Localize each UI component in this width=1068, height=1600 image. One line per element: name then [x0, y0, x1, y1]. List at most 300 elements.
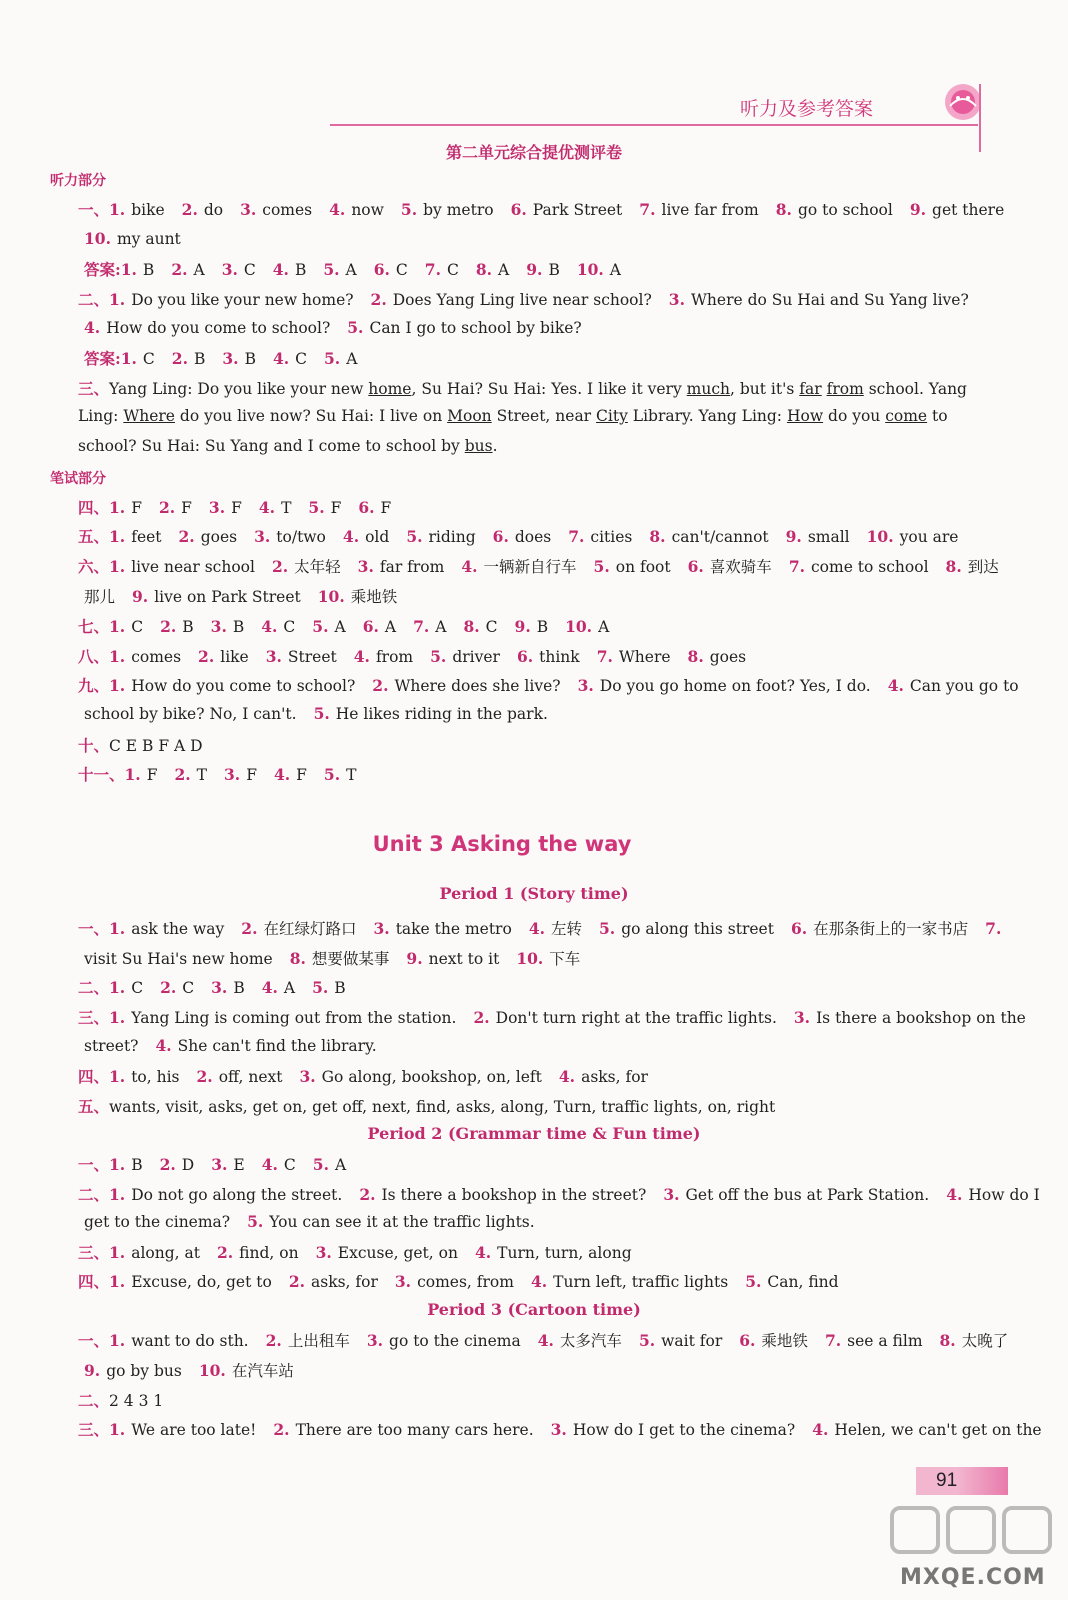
- answer-item: [401, 201, 494, 219]
- answer-item: [198, 648, 249, 666]
- answer-item: [125, 766, 158, 784]
- dialogue-text: do you live now? Su Hai: I live on: [174, 407, 448, 425]
- item-number: 5.: [313, 704, 330, 723]
- section-marker: 三、: [78, 1420, 110, 1439]
- answer-line: [84, 318, 599, 337]
- item-text: like: [220, 648, 249, 666]
- item-number: 4.: [887, 676, 904, 695]
- item-number: 1.: [109, 1185, 126, 1204]
- answer-item: [109, 201, 165, 219]
- item-text: A: [598, 618, 610, 636]
- item-number: 8.: [945, 557, 962, 576]
- answer-line: [78, 555, 1016, 577]
- answer-item: [461, 558, 576, 576]
- item-number: 7.: [639, 200, 656, 219]
- answer-item: [262, 979, 295, 997]
- item-text: A: [334, 1156, 347, 1174]
- answer-line: [84, 585, 414, 607]
- item-text: B: [334, 979, 346, 997]
- item-number: 5.: [593, 557, 610, 576]
- item-text: A: [498, 261, 510, 279]
- answer-item: [867, 528, 959, 546]
- item-number: 2.: [160, 978, 177, 997]
- answer-text: street?: [84, 1037, 139, 1055]
- item-number: 4.: [530, 1272, 548, 1291]
- item-number: 6.: [373, 260, 390, 279]
- answer-line: [78, 496, 408, 518]
- item-text: C: [395, 261, 408, 279]
- item-number: 5.: [745, 1272, 762, 1291]
- answer-item: [688, 558, 772, 576]
- item-number: 3.: [394, 1272, 412, 1291]
- answer-item: [109, 1009, 456, 1027]
- item-number: 2.: [178, 527, 195, 546]
- item-number: 10.: [198, 1361, 226, 1380]
- item-number: 2.: [198, 647, 215, 666]
- item-text: go to school: [797, 201, 893, 219]
- answer-item: [199, 1362, 294, 1380]
- answer-line: [78, 763, 373, 785]
- item-text: now: [351, 201, 384, 219]
- item-text: see a film: [847, 1332, 923, 1350]
- item-number: 4.: [537, 1331, 554, 1350]
- section-marker: 六、: [78, 557, 110, 576]
- answer-item: [266, 1332, 350, 1350]
- item-text: 在汽车站: [231, 1362, 294, 1380]
- answer-item: [132, 588, 301, 606]
- answer-item: [430, 648, 500, 666]
- item-number: 3.: [222, 349, 239, 368]
- answer-item: [217, 1244, 299, 1262]
- item-number: 6.: [687, 557, 704, 576]
- answer-item: [261, 618, 295, 636]
- dialogue-text: Library. Yang Ling:: [627, 407, 787, 425]
- answer-item: [197, 1068, 283, 1086]
- item-text: How do I: [968, 1186, 1040, 1204]
- answer-line: [78, 1389, 163, 1411]
- answer-item: [171, 261, 204, 279]
- header-rule: [330, 124, 978, 126]
- answer-item: [273, 261, 307, 279]
- item-number: 7.: [568, 527, 585, 546]
- item-number: 1.: [120, 349, 137, 368]
- section-marker: 五、: [78, 1097, 110, 1116]
- item-text: A: [334, 618, 346, 636]
- section-marker: 七、: [78, 617, 110, 636]
- answer-line: [78, 645, 763, 667]
- item-text: F: [146, 766, 158, 784]
- answer-item: [476, 261, 509, 279]
- item-number: 1.: [109, 919, 126, 938]
- answer-item: [262, 1156, 296, 1174]
- item-text: live far from: [661, 201, 759, 219]
- answer-item: [597, 648, 671, 666]
- item-number: 8.: [687, 647, 704, 666]
- item-number: 2.: [473, 1008, 490, 1027]
- item-text: T: [196, 766, 207, 784]
- item-number: 3.: [211, 978, 228, 997]
- item-text: along, at: [131, 1244, 200, 1262]
- answer-item: [109, 1068, 180, 1086]
- item-number: 3.: [373, 919, 390, 938]
- answer-item: [374, 261, 408, 279]
- answer-item: [367, 1332, 521, 1350]
- item-text: come to school: [811, 558, 929, 576]
- answer-item: [155, 1037, 376, 1055]
- answer-line: [84, 704, 565, 723]
- answer-line: [78, 1241, 649, 1263]
- item-number: 3.: [668, 290, 685, 309]
- item-text: C: [283, 1156, 296, 1174]
- item-text: Don't turn right at the traffic lights.: [495, 1009, 777, 1027]
- blank-word: home: [368, 380, 412, 398]
- answer-item: [577, 261, 621, 279]
- item-number: 4.: [342, 527, 360, 546]
- answer-item: [160, 979, 194, 997]
- item-text: He likes riding in the park.: [335, 705, 548, 723]
- item-number: 2.: [271, 557, 289, 576]
- answer-item: [639, 201, 758, 219]
- item-number: 2.: [216, 1243, 234, 1262]
- period-title: Period 2 (Grammar time & Fun time): [367, 1124, 701, 1143]
- item-number: 4.: [558, 1067, 576, 1086]
- section-marker: 三、: [78, 379, 110, 398]
- answer-line: [84, 947, 597, 969]
- item-number: 2.: [171, 349, 188, 368]
- answer-item: [511, 201, 623, 219]
- answer-item: [182, 201, 223, 219]
- item-number: 4.: [461, 557, 478, 576]
- item-text: B: [232, 618, 245, 636]
- section-title: 第二单元综合提优测评卷: [445, 143, 622, 162]
- item-number: 7.: [413, 617, 430, 636]
- answer-item: [84, 950, 273, 968]
- item-number: 4.: [261, 1155, 278, 1174]
- item-number: 7.: [985, 919, 1002, 938]
- item-number: 4.: [273, 765, 291, 784]
- item-number: 1.: [109, 557, 126, 576]
- item-number: 6.: [516, 647, 534, 666]
- item-number: 3.: [224, 765, 241, 784]
- item-text: do: [203, 201, 224, 219]
- answer-item: [358, 558, 445, 576]
- item-text: go to the cinema: [389, 1332, 521, 1350]
- item-text: F: [181, 499, 192, 517]
- dialogue-line: [78, 407, 948, 425]
- item-text: B: [244, 350, 256, 368]
- answer-item: [109, 618, 143, 636]
- item-text: Get off the bus at Park Station.: [685, 1186, 930, 1204]
- answer-item: [109, 920, 224, 938]
- item-text: on foot: [615, 558, 671, 576]
- answer-line: [78, 734, 203, 756]
- item-number: 6.: [362, 617, 379, 636]
- item-text: Is there a bookshop on the: [816, 1009, 1026, 1027]
- answer-item: [599, 920, 774, 938]
- item-text: far from: [379, 558, 445, 576]
- item-number: 1.: [109, 498, 126, 517]
- answer-item: [515, 618, 549, 636]
- item-number: 4.: [474, 1243, 492, 1262]
- item-text: by metro: [423, 201, 494, 219]
- answer-line: [78, 1329, 1025, 1351]
- answer-item: [372, 677, 560, 695]
- answer-item: [266, 648, 337, 666]
- item-number: 2.: [158, 498, 176, 517]
- item-number: 5.: [599, 919, 616, 938]
- answer-item: [639, 1332, 722, 1350]
- blank-word: Moon: [447, 407, 492, 425]
- answer-item: [946, 558, 999, 576]
- section-marker: 一、: [78, 1155, 110, 1174]
- section-marker: 三、: [78, 1008, 110, 1027]
- answer-text: C E B F A D: [109, 737, 203, 755]
- answer-item: [312, 979, 346, 997]
- item-text: next to it: [428, 950, 500, 968]
- answer-item: [323, 261, 356, 279]
- item-number: 2.: [181, 200, 198, 219]
- item-text: B: [193, 350, 206, 368]
- item-number: 4.: [812, 1420, 829, 1439]
- item-text: Do not go along the street.: [131, 1186, 343, 1204]
- dialogue-text: Street, near: [491, 407, 597, 425]
- item-number: 2.: [241, 919, 258, 938]
- item-text: Yang Ling is coming out from the station.: [131, 1009, 457, 1027]
- answer-item: [84, 1362, 182, 1380]
- item-text: C: [295, 350, 308, 368]
- answer-item: [789, 558, 929, 576]
- answer-item: [463, 618, 497, 636]
- item-number: 3.: [254, 527, 271, 546]
- answer-item: [254, 528, 326, 546]
- answer-line: [78, 1418, 1059, 1440]
- section-marker: 九、: [78, 676, 110, 695]
- item-number: 9.: [406, 949, 423, 968]
- answer-item: [343, 528, 389, 546]
- item-number: 6.: [739, 1331, 756, 1350]
- answer-item: [794, 1009, 1026, 1027]
- item-number: 1.: [109, 1243, 126, 1262]
- item-text: Does Yang Ling live near school?: [392, 291, 652, 309]
- item-number: 1.: [109, 1331, 126, 1350]
- item-number: 2.: [160, 617, 177, 636]
- item-text: B: [536, 618, 549, 636]
- blank-word: from: [826, 380, 864, 398]
- header-title: 听力及参考答案: [740, 98, 874, 120]
- item-number: 1.: [109, 1008, 126, 1027]
- answer-item: [273, 350, 307, 368]
- answer-item: [776, 201, 893, 219]
- item-text: E: [233, 1156, 245, 1174]
- item-text: Street: [287, 648, 337, 666]
- item-text: 在红绿灯路口: [263, 920, 357, 938]
- item-text: B: [233, 979, 245, 997]
- answer-item: [121, 350, 155, 368]
- answer-item: [517, 648, 580, 666]
- item-number: 2.: [370, 290, 387, 309]
- answer-item: [946, 1186, 1040, 1204]
- item-text: think: [539, 648, 580, 666]
- item-text: C: [243, 261, 256, 279]
- item-text: F: [296, 766, 307, 784]
- blank-word: far: [799, 380, 822, 398]
- dialogue-text: .: [492, 437, 498, 455]
- item-text: Go along, bookshop, on, left: [321, 1068, 542, 1086]
- answer-item: [473, 1009, 776, 1027]
- item-text: B: [548, 261, 560, 279]
- section-marker: 八、: [78, 647, 110, 666]
- answer-item: [222, 350, 256, 368]
- item-text: F: [380, 499, 392, 517]
- answer-line: [78, 1183, 1057, 1205]
- item-number: 1.: [109, 1067, 126, 1086]
- answer-line: [78, 1065, 665, 1087]
- item-text: F: [131, 499, 142, 517]
- blank-word: bus: [464, 437, 493, 455]
- answer-item: [324, 350, 357, 368]
- answer-line: [78, 1270, 856, 1292]
- item-text: asks, for: [581, 1068, 648, 1086]
- item-text: bike: [131, 201, 165, 219]
- item-text: 乘地铁: [350, 588, 398, 606]
- listening-label: 听力部分: [50, 173, 106, 189]
- item-number: 2.: [171, 260, 188, 279]
- item-number: 9.: [785, 527, 802, 546]
- item-text: Can you go to: [909, 677, 1019, 695]
- item-text: C: [283, 618, 296, 636]
- item-number: 3.: [210, 617, 227, 636]
- item-text: C: [182, 979, 195, 997]
- item-text: my aunt: [116, 230, 181, 248]
- item-number: 8.: [463, 617, 480, 636]
- answer-item: [313, 1156, 346, 1174]
- item-number: 5.: [312, 978, 329, 997]
- item-number: 5.: [638, 1331, 656, 1350]
- answer-item: [318, 588, 397, 606]
- answer-line: [78, 1095, 775, 1117]
- answer-item: [475, 1244, 632, 1262]
- dialogue-text: , but it's: [730, 380, 800, 398]
- answer-item: [289, 1273, 378, 1291]
- item-number: 9.: [526, 260, 543, 279]
- item-text: off, next: [218, 1068, 283, 1086]
- answer-item: [516, 950, 580, 968]
- item-number: 10.: [317, 587, 345, 606]
- answer-item: [529, 920, 582, 938]
- answer-text: wants, visit, asks, get on, get off, next, find, asks, along, Turn, traffic lights, on, right: [109, 1098, 776, 1116]
- item-text: can't/cannot: [671, 528, 769, 546]
- answer-item: [240, 201, 312, 219]
- item-number: 5.: [312, 1155, 329, 1174]
- item-text: old: [365, 528, 390, 546]
- item-text: riding: [428, 528, 476, 546]
- answer-item: [406, 950, 499, 968]
- item-number: 3.: [211, 1155, 228, 1174]
- answer-item: [663, 1186, 929, 1204]
- answer-item: [224, 766, 257, 784]
- item-text: Turn left, traffic lights: [553, 1273, 729, 1291]
- item-text: There are too many cars here.: [295, 1421, 534, 1439]
- answer-item: [259, 499, 292, 517]
- answer-text: 2 4 3 1: [109, 1392, 164, 1410]
- item-text: C: [131, 979, 144, 997]
- answer-line: [78, 525, 975, 547]
- answer-item: [272, 558, 341, 576]
- item-number: 2.: [372, 676, 389, 695]
- item-text: F: [330, 499, 342, 517]
- answer-item: [312, 618, 345, 636]
- item-text: comes: [262, 201, 313, 219]
- item-text: Is there a bookshop in the street?: [381, 1186, 647, 1204]
- item-text: visit Su Hai's new home: [84, 950, 273, 968]
- answer-item: [109, 648, 181, 666]
- item-number: 4.: [353, 647, 370, 666]
- section-marker: 二、: [78, 978, 110, 997]
- answer-item: [688, 648, 747, 666]
- answer-item: [109, 1186, 342, 1204]
- answer-item: [985, 920, 1007, 938]
- item-text: C: [142, 350, 155, 368]
- answer-item: [531, 1273, 728, 1291]
- item-number: 1.: [109, 978, 126, 997]
- answer-line: [78, 1153, 363, 1175]
- item-text: T: [346, 766, 357, 784]
- item-number: 4.: [261, 978, 278, 997]
- section-marker: 一、: [78, 200, 110, 219]
- item-text: comes, from: [417, 1273, 514, 1291]
- item-number: 2.: [265, 1331, 282, 1350]
- item-number: 6.: [492, 527, 509, 546]
- item-number: 3.: [577, 676, 594, 695]
- answer-item: [565, 618, 609, 636]
- answer-item: [791, 920, 968, 938]
- blank-word: How: [786, 407, 824, 425]
- answer-line: [84, 347, 374, 369]
- item-number: 7.: [424, 260, 441, 279]
- item-number: 3.: [366, 1331, 384, 1350]
- answer-item: [172, 350, 206, 368]
- item-text: wait for: [661, 1332, 723, 1350]
- page-number: 91: [936, 1470, 958, 1491]
- section-marker: 十、: [78, 736, 110, 755]
- item-text: C: [131, 618, 144, 636]
- item-number: 4.: [272, 260, 289, 279]
- answer-line: [84, 258, 638, 280]
- dialogue-text: , Su Hai? Su Hai: Yes. I like it very: [411, 380, 687, 398]
- section-marker: 五、: [78, 527, 110, 546]
- answer-item: [745, 1273, 838, 1291]
- item-text: 下车: [549, 950, 581, 968]
- item-text: Can I go to school by bike?: [369, 319, 582, 337]
- item-number: 7.: [824, 1331, 842, 1350]
- item-number: 6.: [510, 200, 527, 219]
- item-number: 8.: [289, 949, 306, 968]
- answer-item: [363, 618, 396, 636]
- item-number: 5.: [323, 260, 340, 279]
- item-text: A: [283, 979, 296, 997]
- item-number: 10.: [516, 949, 544, 968]
- answer-item: [174, 766, 207, 784]
- answer-item: [888, 677, 1019, 695]
- item-number: 5.: [308, 498, 325, 517]
- answer-item: [299, 1068, 541, 1086]
- item-number: 10.: [84, 229, 111, 248]
- answer-item: [324, 766, 357, 784]
- item-text: you are: [899, 528, 959, 546]
- answer-item: [354, 648, 413, 666]
- item-number: 2.: [359, 1185, 376, 1204]
- answer-item: [222, 261, 256, 279]
